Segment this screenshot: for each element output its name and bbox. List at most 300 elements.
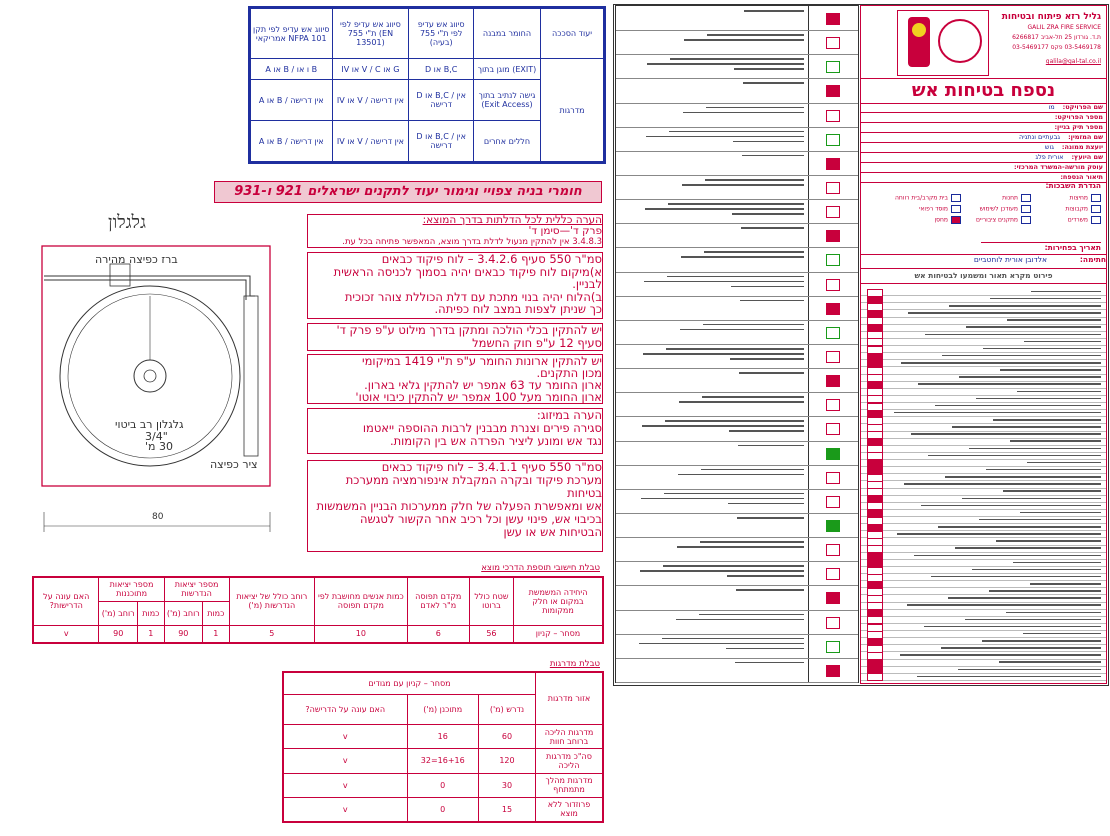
- legend-text-line: [935, 405, 1101, 407]
- legend-text-line: [732, 213, 804, 215]
- legend-row: [616, 441, 858, 466]
- title-field-label: תיאור הנספח:: [1060, 173, 1103, 181]
- legend-text-line: [665, 420, 804, 422]
- stairs-cell: v: [284, 749, 408, 773]
- legend-row: [616, 392, 858, 417]
- legend-text-line: [1023, 633, 1101, 635]
- exit-calc-table: [32, 576, 604, 644]
- stairs-cell: 30: [478, 773, 535, 797]
- legend-text-line: [744, 10, 804, 12]
- legend-symbol-icon: [826, 520, 840, 532]
- legend-row: [616, 610, 858, 635]
- legend-row: [616, 103, 858, 128]
- legend-text-line: [941, 647, 1101, 649]
- stairs-cell: 16+16=32: [407, 749, 478, 773]
- title-block: [860, 5, 1107, 684]
- legend-row: [616, 296, 858, 321]
- legend-row: [616, 489, 858, 514]
- stairs-cell: 0: [407, 797, 478, 821]
- legend-row: [616, 30, 858, 55]
- legend-text-line: [966, 326, 1101, 328]
- drawing-type-label: מחסן: [934, 216, 948, 224]
- reel-center-label: גלגלון רב ביטוי: [115, 418, 184, 431]
- legend-text-line: [702, 396, 804, 398]
- cls-row-label: גישה לנתיב בתוך (Exit Access): [474, 80, 541, 121]
- legend-text-line: [668, 203, 804, 205]
- stairs-cell: v: [284, 773, 408, 797]
- legend-text-line: [681, 256, 804, 258]
- stairs-th: אזור מדרגות: [536, 673, 603, 725]
- note-line: בכיבוי אש, פינוי עשן וכל רכיב אחר הקשור לטגשה: [359, 512, 602, 526]
- stairs-row-label: סה"כ מדרגות הליכה: [536, 749, 603, 773]
- legend-text-line: [1003, 490, 1101, 492]
- legend-text-line: [900, 654, 1101, 656]
- legend-text-line: [976, 398, 1101, 400]
- stairs-sub-th: האם עונה על הדרישה?: [284, 695, 408, 725]
- legend-symbol-icon: [867, 673, 883, 681]
- banner-text: חומרי בניה צפויי וגימור יעוד לתקנים ישראלים 921 ו-931: [234, 184, 582, 199]
- legend-text-line: [1006, 612, 1101, 614]
- legend-text-line: [728, 503, 804, 505]
- legend-text-line: [643, 353, 804, 355]
- legend-text-line: [958, 669, 1101, 671]
- note-line: סגירה פירים וצנרת מבבנין לרבות ההוספה ייאטמו: [362, 421, 602, 435]
- legend-text-line: [707, 34, 804, 36]
- reel-bottom-label: ציר כפיצה: [210, 458, 258, 471]
- note-line: הבטיחות אש או עשן: [503, 525, 602, 539]
- legend-text-line: [666, 348, 804, 350]
- legend-text-line: [982, 640, 1101, 642]
- title-field-label: עוסק מורשה-המשרד המרכזי:: [1014, 163, 1103, 171]
- drawing-type-option[interactable]: [961, 216, 1031, 226]
- approval-label: תאריך בפחירות:: [981, 242, 1101, 252]
- legend-text-line: [928, 455, 1101, 457]
- legend-symbol-icon: [826, 641, 840, 653]
- legend-text-line: [706, 107, 804, 109]
- legend-row: [616, 513, 858, 538]
- legend-text-line: [938, 526, 1101, 528]
- reel-size: 3/4": [145, 430, 168, 443]
- exit-th: מספר יציאות הנדרשות: [164, 578, 229, 602]
- exit-th: כמות אנשים מחושבת לפי מקדם תפוסה: [315, 578, 408, 626]
- legend-text-line: [1031, 291, 1101, 293]
- legend-text-line: [699, 614, 804, 616]
- signature-label: חתימה:: [1079, 255, 1106, 264]
- legend-text-line: [1000, 369, 1101, 371]
- legend-text-line: [979, 519, 1101, 521]
- note-control-system: [307, 460, 603, 552]
- signature-value: אלדובן אורית לוחטביים: [973, 255, 1048, 264]
- legend-text-line: [949, 305, 1101, 307]
- document-title: [861, 78, 1106, 104]
- legend-text-line: [684, 39, 804, 41]
- legend-row: [616, 537, 858, 562]
- stairs-table-caption: טבלת מדרגות: [549, 659, 600, 669]
- legend-text-line: [894, 412, 1101, 414]
- exit-th: מקדם תפוסה מ"ר לאדם: [407, 578, 469, 626]
- drawing-type-option[interactable]: [961, 205, 1031, 215]
- drawing-type-option[interactable]: [891, 205, 961, 215]
- legend-symbol-icon: [826, 13, 840, 25]
- exit-cell: 56: [469, 625, 513, 642]
- legend-text-line: [959, 376, 1101, 378]
- note-hvac: [307, 408, 603, 454]
- cls-cell: IV או V / אין דרישה: [332, 80, 409, 121]
- company-phone: 03-5469178 פקס 03-5469177: [1012, 44, 1101, 51]
- legend-text-line: [948, 597, 1101, 599]
- legend-symbol-icon: [826, 568, 840, 580]
- note-line: 3.4.8.3 אין להתקין מנעול לדלת בדרך מוצא, המאפשר פתיחה בכל עת.: [342, 237, 602, 247]
- title-field-label: שם הפרויקט:: [1062, 103, 1103, 111]
- legend-symbol-icon: [826, 182, 840, 194]
- legend-text-line: [736, 589, 804, 591]
- stairs-table: [282, 671, 604, 823]
- stairs-sub-th: נדרש (מ'): [478, 695, 535, 725]
- legend-text-line: [1030, 583, 1101, 585]
- exit-table-caption: טבלת חישובי תוספת הדרכי מוצא: [481, 563, 600, 573]
- note-line: סמ"ר 550 סעיף 3.4.2.6 – לוח פיקוד כבאים: [381, 252, 602, 266]
- legend-text-line: [667, 276, 804, 278]
- checkbox-icon[interactable]: [951, 194, 961, 202]
- title-field-label: שם היועץ:: [1071, 153, 1103, 161]
- legend-text-line: [914, 555, 1101, 557]
- legend-text-line: [990, 298, 1101, 300]
- legend-text-line: [965, 619, 1101, 621]
- legend-text-line: [924, 626, 1101, 628]
- legend-text-line: [962, 498, 1101, 500]
- note-line: יש להתקין ארונות החומר ע"פ ת"י 1419 במיקומי: [362, 354, 602, 368]
- checkbox-icon[interactable]: [951, 205, 961, 213]
- legend-text-line: [743, 82, 804, 84]
- note-line: יש להתקין בכלי הולכה ומתקן בדרך מילוט ע"פ פרק ד': [336, 323, 602, 337]
- title-field-label: שם המזמין:: [1068, 133, 1103, 141]
- exit-th: רוחב כולל של יציאות הנדרשות (מ'): [229, 578, 315, 626]
- reel-length: 30 מ': [145, 440, 173, 453]
- checkbox-icon[interactable]: [1021, 194, 1031, 202]
- document-title-text: נספח בטיחות אש: [911, 80, 1056, 101]
- company-name-en: GALIL ZRA FIRE SERVICE: [1027, 24, 1101, 31]
- note-title: הערה במיזוג:: [536, 408, 602, 422]
- legend-text-line: [741, 227, 804, 229]
- legend-text-line: [996, 540, 1101, 542]
- legend-text-line: [679, 401, 804, 403]
- cls-head-1: החומר במבנה: [474, 9, 541, 59]
- legend-symbol-icon: [826, 351, 840, 363]
- legend-text-line: [917, 676, 1101, 678]
- note-line: ארון החומר עד 63 אמפר יש להתקין גלאי בארון.: [364, 378, 602, 392]
- drawing-type-option[interactable]: [1031, 194, 1101, 204]
- legend-row: [616, 127, 858, 152]
- legend-text-line: [739, 372, 804, 374]
- note-title: הערה כללית לכל הדלתות בדרך המוצא:: [422, 214, 602, 226]
- cls-row-label: חללים אחרים: [474, 121, 541, 162]
- drawing-type-label: מעודכן לשימוש: [979, 205, 1018, 213]
- legend-text-line: [911, 433, 1101, 435]
- drawing-type-option[interactable]: [1031, 205, 1101, 215]
- checkbox-icon[interactable]: [951, 216, 961, 224]
- legend-text-line: [730, 358, 804, 360]
- note-line: א)מיקום לוח פיקוד כבאים יהיה בסמוך לכניסה הראשית: [333, 264, 602, 279]
- legend-text-line: [740, 300, 804, 302]
- legend-text-line: [663, 565, 804, 567]
- exit-th: מספר יציאות מתוכננות: [99, 578, 164, 602]
- legend-row: [616, 634, 858, 659]
- stairs-row-label: פרוזדור ללא מוצא: [536, 797, 603, 821]
- cls-section: מדרגות: [541, 59, 604, 162]
- legend-text-line: [1024, 341, 1101, 343]
- cls-head-0: יעוד הסככה: [541, 9, 604, 59]
- legend-row: [616, 344, 858, 369]
- exit-th: היחידה המשמשת במקום או חלק ממקומות: [514, 578, 603, 626]
- stairs-cell: 60: [478, 725, 535, 749]
- exit-cell: מסחר – קניון: [514, 625, 603, 642]
- exit-sub-th: רוחב (מ'): [99, 601, 138, 625]
- legend-text-line: [733, 141, 804, 143]
- legend-symbol-icon: [826, 617, 840, 629]
- title-field-label: מספר הפרויקט:: [1054, 113, 1103, 121]
- legend-text-line: [942, 355, 1101, 357]
- legend-text-line: [645, 208, 804, 210]
- legend-text-line: [726, 648, 804, 650]
- legend-row: [616, 561, 858, 586]
- legend-text-line: [639, 643, 804, 645]
- legend-symbol-icon: [826, 544, 840, 556]
- legend-symbol-icon: [826, 399, 840, 411]
- legend-text-line: [918, 383, 1101, 385]
- classification-table: [248, 6, 606, 164]
- exit-cell: 6: [407, 625, 469, 642]
- drawing-type-option[interactable]: [961, 194, 1031, 204]
- exit-th: שטח כולל ברוטו: [469, 578, 513, 626]
- cls-cell: IV או V / C או G: [332, 59, 409, 80]
- drawing-type-label: מקבוצות: [1065, 205, 1088, 213]
- legend-text-line: [642, 425, 804, 427]
- legend-text-line: [1010, 440, 1101, 442]
- title-field-label: מספר תיק בניין:: [1054, 123, 1103, 131]
- legend-text-line: [729, 430, 804, 432]
- legend-text-line: [738, 445, 804, 447]
- legend-symbol-icon: [826, 37, 840, 49]
- exit-cell: v: [34, 625, 99, 642]
- legend-text-line: [901, 362, 1101, 364]
- legend-text-line: [683, 112, 804, 114]
- legend-symbol-icon: [826, 206, 840, 218]
- legend-row: [616, 465, 858, 490]
- signature-row: [861, 254, 1106, 267]
- legend-row: [616, 223, 858, 248]
- legend-text-line: [705, 179, 804, 181]
- legend-text-line: [734, 68, 804, 70]
- legend-text-line: [676, 619, 804, 621]
- cls-cell: A או B / ו או B: [251, 59, 333, 80]
- legend-row: [616, 199, 858, 224]
- legend-text-line: [983, 348, 1101, 350]
- checkbox-icon[interactable]: [1091, 205, 1101, 213]
- company-email: galila@gal-tal.co.il: [1045, 58, 1101, 65]
- note-line: סמ"ר 550 סעיף 3.4.1.1 – לוח פיקוד כבאים: [381, 460, 602, 474]
- legend-symbol-icon: [826, 158, 840, 170]
- legend-symbol-icon: [826, 279, 840, 291]
- drawing-type-option[interactable]: [891, 194, 961, 204]
- note-line: נגד אש ומונע ליציר הפרדה אש בין הקומות.: [389, 434, 602, 448]
- legend-text-line: [908, 312, 1101, 314]
- stairs-th: מסחר – קניון עם מגודים: [284, 673, 536, 695]
- note-electrical: [307, 323, 603, 351]
- legend-row: [616, 6, 858, 31]
- legend-text-line: [662, 638, 804, 640]
- legend-symbol-icon: [826, 254, 840, 266]
- legend-text-line: [647, 63, 804, 65]
- note-line: כך שניתן לצפות במצב לוח כפיתה.: [434, 302, 602, 316]
- legend-text-line: [999, 661, 1101, 663]
- exit-th: האם עונה על הדרישות?: [34, 578, 99, 626]
- legend-text-line: [1027, 462, 1101, 464]
- legend-title: [861, 268, 1106, 284]
- legend-symbol-icon: [826, 230, 840, 242]
- cls-row-label: מוגן בתוך (EXIT): [474, 59, 541, 80]
- cls-cell: D או B,C / אין דרישה: [409, 80, 474, 121]
- stairs-cell: 15: [478, 797, 535, 821]
- legend-text-line: [646, 136, 804, 138]
- legend-text-line: [1020, 512, 1101, 514]
- legend-text-line: [704, 251, 804, 253]
- reel-dimension: 80: [152, 512, 164, 522]
- cls-head-3: סיווג אש עדיפ לפי ת"י 755 (EN 13501): [332, 9, 409, 59]
- legend-row: [616, 78, 858, 103]
- stairs-row-label: מדרגות הליכה ברוחב חוות: [536, 725, 603, 749]
- legend-title-text: פירוט מקרא תאור ומשמעו לבטיחות אש: [914, 271, 1053, 280]
- drawing-type-option[interactable]: [891, 216, 961, 226]
- exit-cell: 1: [137, 625, 164, 642]
- legend-row: [616, 368, 858, 393]
- legend-symbol-icon: [826, 327, 840, 339]
- legend-text-line: [989, 590, 1101, 592]
- cls-cell: D או B,C / אין דרישה: [409, 121, 474, 162]
- legend-symbol-icon: [826, 110, 840, 122]
- title-field-value: אורית פלג: [1035, 153, 1064, 161]
- legend-text-line: [897, 533, 1101, 535]
- legend-row: [616, 247, 858, 272]
- exit-cell: 90: [164, 625, 202, 642]
- legend-text-line: [701, 469, 804, 471]
- legend-text-line: [921, 505, 1101, 507]
- exit-cell: 90: [99, 625, 138, 642]
- reel-top-label: ברז כפיצה מהירה: [95, 253, 178, 266]
- legend-text-line: [993, 419, 1101, 421]
- drawing-type-label: מחיצות: [1069, 194, 1088, 202]
- exit-sub-th: כמות: [202, 601, 229, 625]
- checkbox-icon[interactable]: [1021, 216, 1031, 224]
- note-electrical-cabinets: [307, 354, 603, 404]
- note-line: מכון התקנים.: [536, 366, 602, 380]
- title-field-label: יועצת ממונה:: [1061, 143, 1103, 151]
- exit-cell: 10: [315, 625, 408, 642]
- legend-row: [616, 272, 858, 297]
- note-line: ב)הלוח יהיה בנוי מתכת עם דלת הכוללת צוהר זכוכית: [344, 289, 602, 304]
- legend-text-line: [727, 575, 804, 577]
- legend-symbol-icon: [826, 61, 840, 73]
- legend-text-line: [904, 483, 1101, 485]
- legend-text-line: [677, 546, 804, 548]
- legend-text-line: [952, 426, 1101, 428]
- legend-text-line: [969, 448, 1101, 450]
- legend-symbol-icon: [826, 665, 840, 677]
- hose-reel-drawing: [30, 236, 280, 536]
- legend-symbol-icon: [826, 375, 840, 387]
- legend-text-line: [703, 324, 804, 326]
- note-line: מערכת פיקוד ובקרה המקבלת אינפורמציה ממערכת בטיחות: [345, 473, 602, 500]
- reel-title: גלגלון: [108, 212, 146, 233]
- drawing-type-label: משרדים: [1067, 216, 1088, 224]
- legend-symbol-icon: [826, 448, 840, 460]
- note-line: פרק ד'—סימן ד': [528, 225, 602, 237]
- drawing-type-label: מתקנים ציבוריים: [976, 216, 1018, 224]
- company-logo: [897, 10, 989, 76]
- legend-row: [616, 175, 858, 200]
- legend-row: [616, 416, 858, 441]
- checkbox-icon[interactable]: [1091, 216, 1101, 224]
- stairs-sub-th: מתוכנן (מ'): [407, 695, 478, 725]
- company-address: ת.ד. גורדון 25 תל-אביב 6266817: [1012, 34, 1101, 41]
- legend-text-line: [742, 155, 804, 157]
- legend-text-line: [931, 576, 1101, 578]
- stairs-cell: 120: [478, 749, 535, 773]
- legend-text-line: [640, 570, 804, 572]
- exit-sub-th: כמות: [137, 601, 164, 625]
- legend-text-line: [1013, 562, 1101, 564]
- legend-text-line: [735, 662, 804, 664]
- cls-head-4: סיווג אש עדיפ לפי תקן אמריקאי NFPA 101: [251, 9, 333, 59]
- legend-text-line: [945, 476, 1101, 478]
- checkbox-icon[interactable]: [1021, 205, 1031, 213]
- drawing-type-option[interactable]: [1031, 216, 1101, 226]
- cls-cell: A או B / אין דרישה: [251, 121, 333, 162]
- stairs-cell: 16: [407, 725, 478, 749]
- title-field-value: מו: [1048, 103, 1055, 111]
- legend-symbol-icon: [826, 472, 840, 484]
- legend-row: [616, 658, 858, 683]
- legend-text-line: [678, 474, 804, 476]
- legend-text-line: [700, 541, 804, 543]
- cls-head-2: סיווג אש עדיפ לפי ת"י 755 (בעיה): [409, 9, 474, 59]
- legend-text-line: [641, 498, 804, 500]
- banner: [214, 181, 602, 203]
- legend-text-line: [1017, 391, 1101, 393]
- symbol-legend: [615, 5, 859, 683]
- drawing-type-label: תחנות: [1002, 194, 1018, 202]
- note-line: לבניין.: [572, 277, 602, 291]
- legend-text-line: [1007, 319, 1101, 321]
- legend-text-line: [925, 334, 1101, 336]
- legend-text-line: [972, 569, 1101, 571]
- exit-cell: 5: [229, 625, 315, 642]
- legend-text-line: [664, 493, 804, 495]
- legend-text-line: [670, 58, 804, 60]
- cls-cell: IV או V / אין דרישה: [332, 121, 409, 162]
- stairs-row-label: מדרגות מהלך מתמתחף: [536, 773, 603, 797]
- legend-symbol-icon: [826, 134, 840, 146]
- legend-row: [616, 320, 858, 345]
- note-line: ארון החומר מעל 100 אמפר יש להתקין כיבוי אוטו': [355, 390, 602, 404]
- checkbox-icon[interactable]: [1091, 194, 1101, 202]
- legend-text-line: [955, 547, 1101, 549]
- legend-row: [616, 54, 858, 79]
- legend-row: [861, 673, 1106, 681]
- legend-symbol-icon: [826, 303, 840, 315]
- stairs-cell: 0: [407, 773, 478, 797]
- legend-text-line: [682, 184, 804, 186]
- legend-symbol-icon: [826, 592, 840, 604]
